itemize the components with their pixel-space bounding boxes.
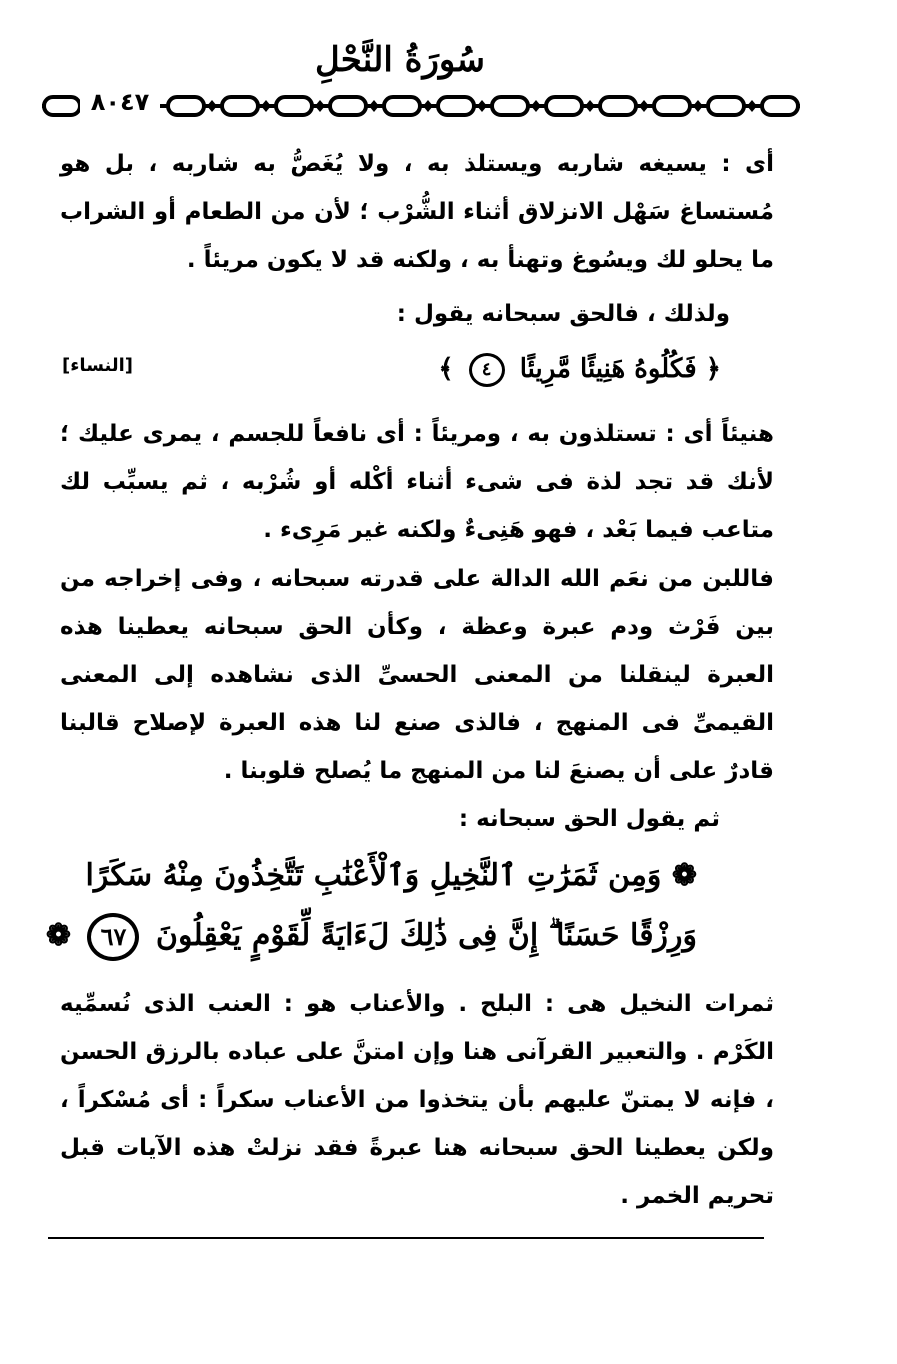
verse-ornament-icon: ❁ xyxy=(671,858,697,893)
paragraph-2-text: ولذلك ، فالحق سبحانه يقول : xyxy=(396,301,730,327)
ayah-number-badge-67: ٦٧ xyxy=(87,913,139,961)
paragraph-4-text: فاللبن من نعَم الله الدالة على قدرته سبحانه ، وفى إخراجه من بين فَرْث ودم عبرة وعظة ، وكأن الحق سبحانه يعطينا هذه العبرة لينقلنا من المعنى الحسىِّ الذى نشاهده إلى المعنى القيمىِّ فى المنهج ، فالذى صنع لنا هذه العبرة لإصلاح قالبنا قادرٌ على أن يصنعَ لنا من المنهج ما يُصلح قلوبنا . xyxy=(60,566,774,784)
verse-open-bracket: ﴿ xyxy=(705,354,721,384)
surah-title: سُورَةُ النَّحْلِ xyxy=(315,40,485,80)
paragraph-3 xyxy=(60,410,774,554)
verse-nisa xyxy=(438,345,721,393)
verse-close-bracket: ﴾ xyxy=(438,354,454,384)
verse-source-label: [النساء] xyxy=(62,355,134,376)
verse-nahl-line-2 xyxy=(46,908,697,964)
ayah-number-badge: ٤ xyxy=(469,353,505,387)
paragraph-6 xyxy=(60,980,774,1220)
paragraph-5-text: ثم يقول الحق سبحانه : xyxy=(458,806,720,832)
paragraph-1 xyxy=(60,140,774,284)
verse-nahl-line-1-text: وَمِن ثَمَرَٰتِ ٱلنَّخِيلِ وَٱلْأَعْنَٰبِ تَتَّخِذُونَ مِنْهُ سَكَرًا xyxy=(85,858,662,893)
paragraph-4 xyxy=(60,555,774,795)
paragraph-2 xyxy=(60,290,730,338)
verse-nahl-line-2-text: وَرِزْقًا حَسَنًا ۗ إِنَّ فِى ذَٰلِكَ لَءَايَةً لِّقَوْمٍ يَعْقِلُونَ xyxy=(155,918,697,953)
verse-nisa-text: فَكُلُوهُ هَنِيئًا مَّرِيئًا xyxy=(519,354,697,384)
paragraph-3-text: هنيئاً أى : تستلذون به ، ومريئاً : أى نافعاً للجسم ، يمرى عليك ؛ لأنك قد تجد لذة فى شىء أثناء أكْله أو شُرْبه ، ثم يسبِّب لك متاعب فيما بَعْد ، فهو هَنِىءٌ ولكنه غير مَرِىء . xyxy=(60,421,774,543)
verse-nahl-line-1 xyxy=(86,848,697,904)
page-number: ٨٠٤٧ xyxy=(80,88,160,116)
paragraph-5 xyxy=(60,795,720,843)
paragraph-6-text: ثمرات النخيل هى : البلح . والأعناب هو : العنب الذى نُسمِّيه الكَرْم . والتعبير القرآنى هنا وإن امتنَّ على عباده بالرزق الحسن ، فإنه لا يمتنّ عليهم بأن يتخذوا من الأعناب سكراً : أى مُسْكراً ، ولكن يعطينا الحق سبحانه هنا عبرةً فقد نزلتْ هذه الآيات قبل تحريم الخمر . xyxy=(60,991,774,1209)
verse-ornament-end-icon: ❁ xyxy=(45,918,72,953)
footer-rule xyxy=(48,1237,764,1239)
paragraph-1-text: أى : يسيغه شاربه ويستلذ به ، ولا يُغَصُّ به شاربه ، بل هو مُستساغ سَهْل الانزلاق أثناء الشُّرْب ؛ لأن من الطعام أو الشراب ما يحلو لك ويسُوغ وتهنأ به ، ولكنه قد لا يكون مريئاً . xyxy=(60,151,774,273)
